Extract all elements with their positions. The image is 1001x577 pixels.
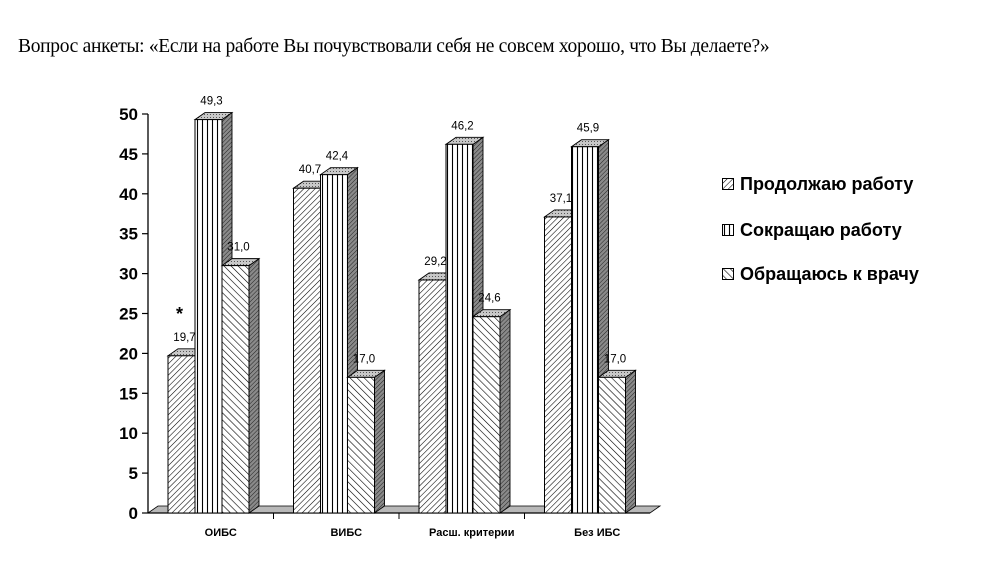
bar-front-face bbox=[168, 356, 195, 513]
y-tick-label: 25 bbox=[119, 304, 138, 324]
bar-front-face bbox=[473, 317, 500, 513]
legend-swatch-doctor bbox=[722, 268, 734, 280]
y-tick-label: 35 bbox=[119, 224, 138, 244]
x-category-label: ВИБС bbox=[330, 527, 363, 539]
y-tick-label: 0 bbox=[128, 504, 138, 523]
x-category-label: Расш. критерии bbox=[429, 527, 515, 539]
legend-swatch-continue bbox=[722, 178, 734, 190]
bar-front-face bbox=[419, 280, 446, 513]
bar-side-face bbox=[626, 370, 636, 513]
y-tick-label: 5 bbox=[128, 464, 138, 484]
bar-front-face bbox=[321, 175, 348, 513]
y-tick-label: 15 bbox=[119, 384, 138, 404]
bar-front-face bbox=[195, 120, 222, 513]
y-tick-label: 10 bbox=[119, 424, 138, 444]
x-category-label: Без ИБС bbox=[574, 527, 621, 539]
bar-front-face bbox=[222, 266, 249, 513]
legend-label-reduce: Сокращаю работу bbox=[740, 219, 902, 240]
bar-value-label: 31,0 bbox=[227, 241, 250, 254]
bar-value-label: 17,0 bbox=[352, 353, 376, 366]
bar-value-label: 46,2 bbox=[451, 120, 474, 133]
chart-legend bbox=[722, 172, 919, 308]
chart-question-title: Вопрос анкеты: «Если на работе Вы почувствовали себя не совсем хорошо, что Вы делаете?» bbox=[18, 36, 770, 57]
legend-label-continue: Продолжаю работу bbox=[740, 173, 914, 194]
bar-front-face bbox=[446, 144, 473, 513]
legend-item-doctor bbox=[722, 262, 919, 286]
bar-front-face bbox=[294, 188, 321, 513]
legend-item-continue bbox=[722, 172, 919, 196]
bar-doctor-2 bbox=[473, 310, 510, 513]
bar-front-face bbox=[599, 377, 626, 513]
bar-value-label: 29,2 bbox=[424, 255, 447, 268]
significance-asterisk: * bbox=[175, 303, 184, 324]
legend-swatch-reduce bbox=[722, 224, 734, 236]
y-tick-label: 40 bbox=[119, 184, 138, 204]
bar-doctor-1 bbox=[348, 370, 385, 513]
y-tick-label: 45 bbox=[119, 144, 138, 164]
bar-value-label: 37,1 bbox=[549, 192, 573, 205]
bar-doctor-0 bbox=[222, 259, 259, 513]
bar-value-label: 24,6 bbox=[478, 292, 501, 305]
y-tick-label: 20 bbox=[119, 344, 138, 364]
legend-item-reduce bbox=[722, 218, 919, 242]
bar-side-face bbox=[375, 370, 385, 513]
bar-front-face bbox=[348, 377, 375, 513]
bar-side-face bbox=[249, 259, 259, 513]
bar-side-face bbox=[500, 310, 510, 513]
y-tick-label: 50 bbox=[119, 105, 138, 124]
bar-value-label: 17,0 bbox=[603, 353, 627, 366]
bar-front-face bbox=[545, 217, 572, 513]
bar-value-label: 19,7 bbox=[173, 331, 196, 344]
y-tick-label: 30 bbox=[119, 264, 138, 284]
bar-value-label: 49,3 bbox=[200, 95, 223, 108]
bar-value-label: 40,7 bbox=[298, 164, 322, 177]
legend-label-doctor: Обращаюсь к врачу bbox=[740, 263, 919, 284]
bar-doctor-3 bbox=[599, 370, 636, 513]
x-category-label: ОИБС bbox=[204, 527, 237, 539]
bar-value-label: 42,4 bbox=[325, 150, 349, 163]
bar-front-face bbox=[572, 147, 599, 513]
bar-value-label: 45,9 bbox=[576, 122, 600, 135]
